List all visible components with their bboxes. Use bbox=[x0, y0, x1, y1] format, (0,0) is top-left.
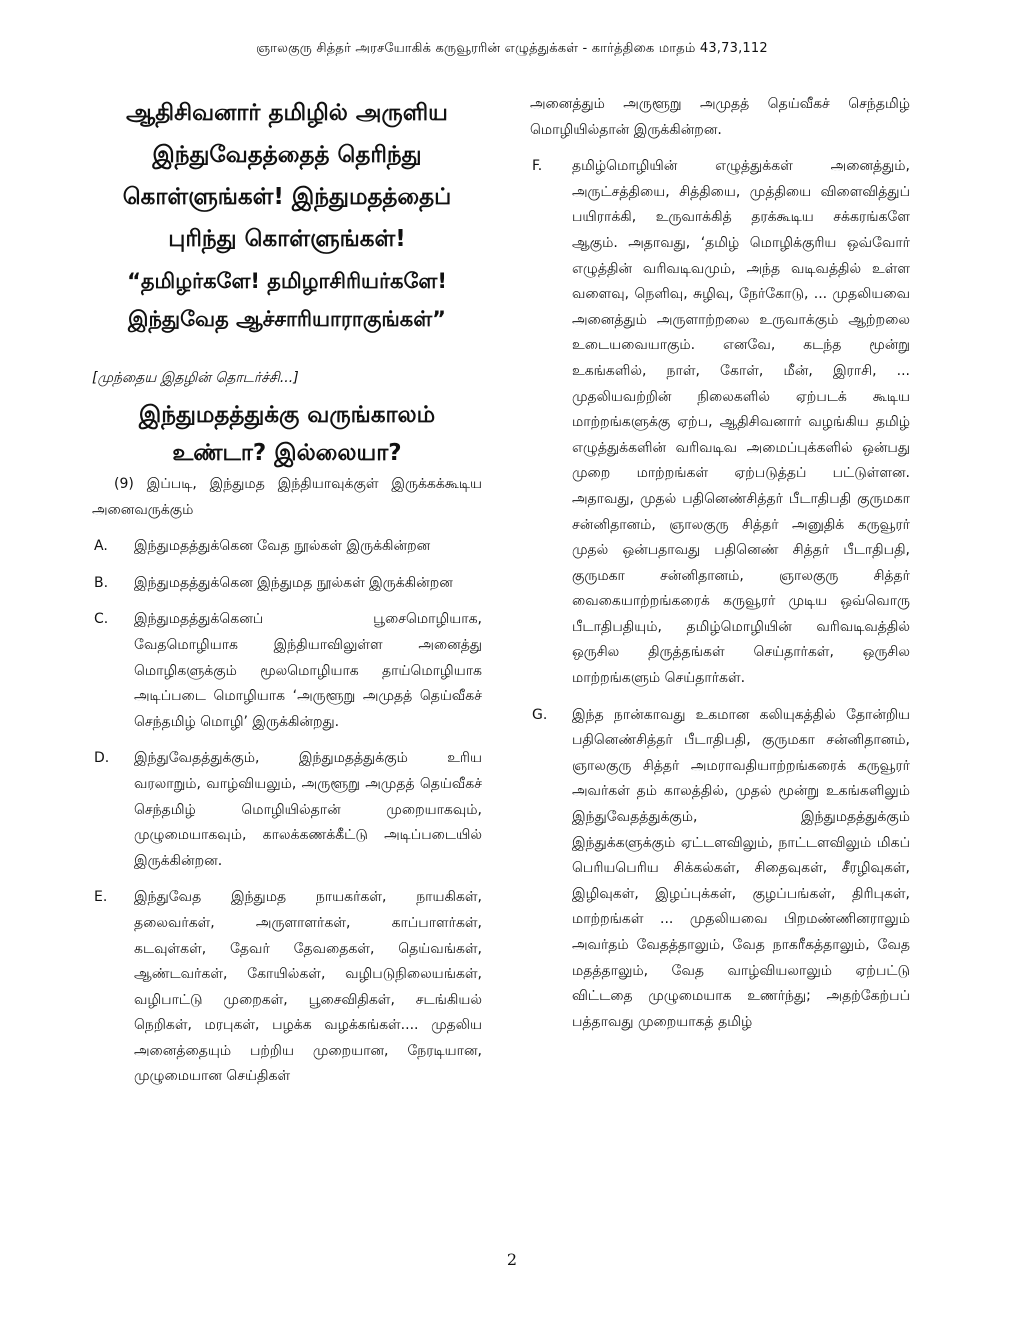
running-header: ஞாலகுரு சித்தர் அரசயோகிக் கருவூரரின் எழுத்துக்கள் - கார்த்திகை மாதம் 43,73,112 bbox=[256, 41, 768, 56]
item-text: இந்துமதத்துக்கென வேத நூல்கள் இருக்கின்றன bbox=[134, 538, 431, 555]
item-label: B. bbox=[94, 574, 109, 591]
list-item bbox=[530, 154, 910, 691]
item-label: C. bbox=[94, 611, 109, 628]
item-text: இந்துவேத இந்துமத நாயகர்கள், நாயகிகள், தலைவர்கள், அருளாளர்கள், காப்பாளர்கள், கடவுள்கள், தேவர் தேவதைகள், தெய்வங்கள், ஆண்டவர்கள், கோயில்கள், வழிபடுநிலையங்கள், வழிபாட்டு முறைகள், பூசைவிதிகள், சடங்கியல் நெறிகள், மரபுகள், பழக்க வழக்கங்கள்.... முதலிய அனைத்தையும் பற்றிய முறையான, நேரடியான, முழுமையான செய்திகள் bbox=[134, 889, 482, 1085]
item-label: G. bbox=[532, 706, 548, 723]
section-title bbox=[92, 396, 482, 472]
list-item bbox=[92, 571, 482, 597]
section-title-line: உண்டா? இல்லையா? bbox=[172, 440, 402, 466]
left-column bbox=[92, 92, 482, 1090]
subtitle-line: இந்துவேத ஆச்சாரியாராகுங்கள்” bbox=[128, 307, 446, 331]
title-line: ஆதிசிவனார் தமிழில் அருளிய bbox=[126, 100, 448, 126]
item-label: A. bbox=[94, 538, 108, 555]
item-text: இந்துவேதத்துக்கும், இந்துமதத்துக்கும் உரிய வரலாறும், வாழ்வியலும், அருளூறு அமுதத் தெய்வீகச் செந்தமிழ் மொழியில்தான் முறையாகவும், முழுமையாகவும், காலக்கணக்கீட்டு அடிப்படையில் இருக்கின்றன. bbox=[134, 750, 482, 869]
page-number: 2 bbox=[506, 1250, 518, 1269]
continued-paragraph: அனைத்தும் அருளூறு அமுதத் தெய்வீகச் செந்தமிழ் மொழியில்தான் இருக்கின்றன. bbox=[530, 96, 910, 138]
title-line: இந்துவேதத்தைத் தெரிந்து bbox=[152, 142, 422, 168]
item-text: தமிழ்மொழியின் எழுத்துக்கள் அனைத்தும், அருட்சத்தியை, சித்தியை, முத்தியை விளைவித்துப் பயிராக்கி, உருவாக்கித் தரக்கூடிய சக்கரங்களே ஆகும். அதாவது, ‘தமிழ் மொழிக்குரிய ஒவ்வோர் எழுத்தின் வரிவடிவமும், அந்த வடிவத்தில் உள்ள வளைவு, நெளிவு, சுழிவு, நேர்கோடு, ... முதலியவை அனைத்தும் அருளாற்றலை உருவாக்கும் ஆற்றலை உடையவையாகும். எனவே, கடந்த மூன்று உகங்களில், நாள், கோள், மீன், இராசி, ... முதலியவற்றின் நிலைகளில் ஏற்படக் கூடிய மாற்றங்களுக்கு ஏற்ப, ஆதிசிவனார் வழங்கிய தமிழ் எழுத்துக்களின் வரிவடிவ அமைப்புக்களில் ஒன்பது முறை மாற்றங்கள் ஏற்படுத்தப் பட்டுள்ளன. அதாவது, முதல் பதினெண்சித்தர் பீடாதிபதி குருமகா சன்னிதானம், ஞாலகுரு சித்தர் அனுதிக் கருவூரர் முதல் ஒன்பதாவது பதினெண் சித்தர் பீடாதிபதி, குருமகா சன்னிதானம், ஞாலகுரு சித்தர் வைகையாற்றங்கரைக் கருவூரர் முடிய ஒவ்வொரு பீடாதிபதியும், தமிழ்மொழியின் வரிவடிவத்தில் ஒருசில திருத்தங்கள் செய்தார்கள், ஒருசில மாற்றங்களும் செய்தார்கள். bbox=[572, 158, 910, 687]
list-item bbox=[92, 746, 482, 874]
item-label: D. bbox=[94, 750, 110, 767]
list-item bbox=[92, 885, 482, 1090]
article-title bbox=[92, 92, 482, 336]
list-item bbox=[92, 607, 482, 735]
item-label: F. bbox=[532, 158, 543, 175]
list-item bbox=[530, 703, 910, 1036]
item-text: இந்துமதத்துக்கெனப் பூசைமொழியாக, வேதமொழியாக இந்தியாவிலுள்ள அனைத்து மொழிகளுக்கும் மூலமொழியாக தாய்மொழியாக அடிப்படை மொழியாக ‘அருளூறு அமுதத் தெய்வீகச் செந்தமிழ் மொழி’ இருக்கின்றது. bbox=[134, 611, 482, 730]
item-text: இந்த நான்காவது உகமான கலியுகத்தில் தோன்றிய பதினெண்சித்தர் பீடாதிபதி, குருமகா சன்னிதானம், ஞாலகுரு சித்தர் அமராவதியாற்றங்கரைக் கருவூரர் அவர்கள் தம் காலத்தில், முதல் மூன்று உகங்களிலும் இந்துவேதத்துக்கும், இந்துமதத்துக்கும் இந்துக்களுக்கும் ஏட்டளவிலும், நாட்டளவிலும் மிகப் பெரியபெரிய சிக்கல்கள், சிதைவுகள், சீரழிவுகள், இழிவுகள், இழப்புக்கள், குழப்பங்கள், திரிபுகள், மாற்றங்கள் ... முதலியவை பிறமண்ணினராலும் அவர்தம் வேதத்தாலும், வேத நாகரீகத்தாலும், வேத மதத்தாலும், வேத வாழ்வியலாலும் ஏற்பட்டு விட்டதை முழுமையாக உணர்ந்து; அதற்கேற்பப் பத்தாவது முறையாகத் தமிழ் bbox=[572, 706, 910, 1030]
section-title-line: இந்துமதத்துக்கு வருங்காலம் bbox=[138, 402, 436, 428]
subtitle-line: “தமிழர்களே! தமிழாசிரியர்களே! bbox=[127, 269, 447, 293]
item-text: இந்துமதத்துக்கென இந்துமத நூல்கள் இருக்கின்றன bbox=[134, 574, 453, 591]
title-line: கொள்ளுங்கள்! இந்துமதத்தைப் bbox=[122, 184, 452, 210]
list-item bbox=[92, 534, 482, 560]
title-line: புரிந்து கொள்ளுங்கள்! bbox=[168, 226, 406, 252]
item-label: E. bbox=[94, 889, 108, 906]
intro-paragraph: (9) இப்படி, இந்துமத இந்தியாவுக்குள் இருக்கக்கூடிய அனைவருக்கும் bbox=[92, 476, 482, 518]
right-column bbox=[530, 92, 910, 1035]
continuation-note: [முந்தைய இதழின் தொடர்ச்சி...] bbox=[92, 370, 299, 386]
